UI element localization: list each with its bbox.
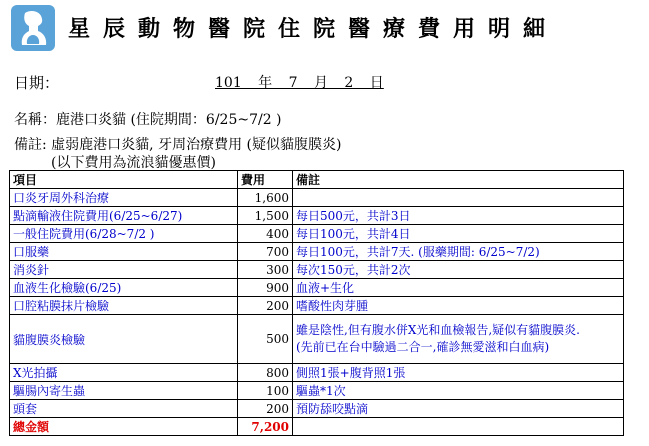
note-cell: 每日100元，共計7天. (服藥期間: 6/25~7/2) <box>293 243 624 261</box>
table-row <box>10 243 624 261</box>
item-cell: 貓腹膜炎檢驗 <box>10 315 238 364</box>
fee-cell: 900 <box>238 279 293 297</box>
total-label: 總金額 <box>10 418 238 436</box>
note-cell: 側照1張+腹背照1張 <box>293 364 624 382</box>
table-row <box>10 207 624 225</box>
note-cell: 預防舔咬點滴 <box>293 400 624 418</box>
header-fee: 費用 <box>238 171 293 189</box>
note-cell: 每日500元，共計3日 <box>293 207 624 225</box>
fee-cell: 100 <box>238 382 293 400</box>
date-label: 日期： <box>14 74 60 92</box>
fee-cell: 700 <box>238 243 293 261</box>
fee-cell: 800 <box>238 364 293 382</box>
note-cell <box>293 189 624 207</box>
item-cell: 口炎牙周外科治療 <box>10 189 238 207</box>
item-cell: 口服藥 <box>10 243 238 261</box>
item-cell: 消炎針 <box>10 261 238 279</box>
table-row <box>10 364 624 382</box>
animal-silhouette-icon <box>11 5 55 51</box>
table-row <box>10 400 624 418</box>
table-row <box>10 297 624 315</box>
table-row <box>10 382 624 400</box>
fee-cell: 300 <box>238 261 293 279</box>
table-row <box>10 261 624 279</box>
total-value: 7,200 <box>238 418 293 436</box>
header-note: 備註 <box>293 171 624 189</box>
table-row <box>10 279 624 297</box>
item-cell: 點滴輸液住院費用(6/25~6/27) <box>10 207 238 225</box>
note-cell: 驅蟲*1次 <box>293 382 624 400</box>
note-cell <box>293 315 624 364</box>
item-cell: 一般住院費用(6/28~7/2 ) <box>10 225 238 243</box>
note-line: 雖是陰性,但有腹水併X光和血檢報告,疑似有貓腹膜炎. <box>296 323 580 337</box>
table-row <box>10 315 624 364</box>
header-item: 項目 <box>10 171 238 189</box>
item-cell: 血液生化檢驗(6/25) <box>10 279 238 297</box>
total-row <box>10 418 624 436</box>
clinic-logo <box>11 5 55 51</box>
item-cell: X光拍攝 <box>10 364 238 382</box>
fee-cell: 1,600 <box>238 189 293 207</box>
item-cell: 口腔粘膜抹片檢驗 <box>10 297 238 315</box>
note-cell: 每日100元，共計4日 <box>293 225 624 243</box>
remark-line: 備註: 虛弱鹿港口炎貓, 牙周治療費用 (疑似貓腹膜炎) <box>14 137 342 153</box>
total-note-cell <box>293 418 624 436</box>
discount-note: (以下費用為流浪貓優惠價) <box>51 155 216 171</box>
fee-cell: 200 <box>238 400 293 418</box>
fee-cell: 400 <box>238 225 293 243</box>
fee-table <box>9 170 624 436</box>
item-cell: 驅腸內寄生蟲 <box>10 382 238 400</box>
fee-cell: 1,500 <box>238 207 293 225</box>
note-line: (先前已在台中驗過二合一,確診無愛滋和白血病) <box>296 340 550 354</box>
table-row <box>10 225 624 243</box>
page-title: 星辰動物醫院住院醫療費用明細 <box>68 16 559 42</box>
fee-cell: 500 <box>238 315 293 364</box>
note-cell: 血液+生化 <box>293 279 624 297</box>
patient-name: 名稱：鹿港口炎貓 (住院期間：6/25~7/2 ) <box>14 112 282 128</box>
table-header-row <box>10 171 624 189</box>
item-cell: 頭套 <box>10 400 238 418</box>
fee-cell: 200 <box>238 297 293 315</box>
date-value: 101 年 7 月 2 日 <box>215 75 384 91</box>
note-cell: 每次150元，共計2次 <box>293 261 624 279</box>
note-cell: 嗜酸性肉芽腫 <box>293 297 624 315</box>
table-row <box>10 189 624 207</box>
